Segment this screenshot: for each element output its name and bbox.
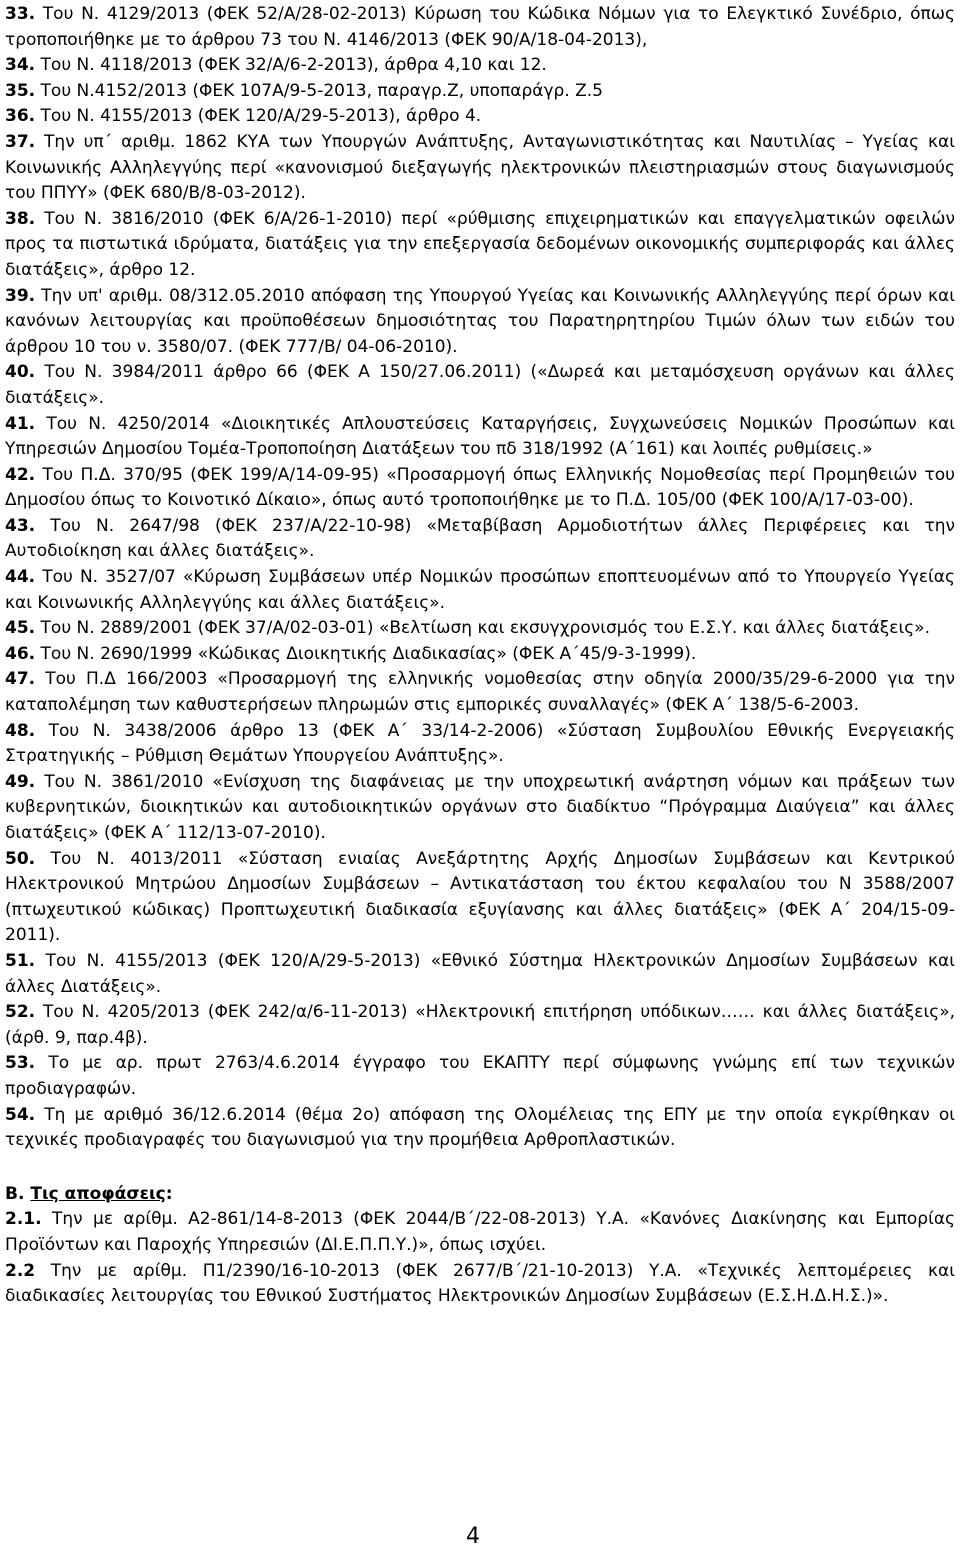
- item-text: Την υπ' αριθμ. 08/312.05.2010 απόφαση της Υπουργού Υγείας και Κοινωνικής Αλληλεγγύης περί όρων και κανόνων λειτουργίας και προϋποθέσεων δημοσιότητας του Παρατηρητηρίου Τιμών όλων των ειδών του άρθρου 10 του ν. 3580/07. (ΦΕΚ 777/Β/ 04-06-2010).: [5, 285, 955, 357]
- item-text: Του Ν. 3861/2010 «Ενίσχυση της διαφάνειας με την υποχρεωτική ανάρτηση νόμων και πράξεων των κυβερνητικών, διοικητικών και αυτοδιοικητικών οργάνων στο διαδίκτυο “Πρόγραμμα Διαύγεια” και άλλες διατάξεις» (ΦΕΚ Α΄ 112/13-07-2010).: [5, 771, 955, 843]
- item-text: Του Ν. 4155/2013 (ΦΕΚ 120/Α/29-5-2013) «Εθνικό Σύστημα Ηλεκτρονικών Δημοσίων Συμβάσεων και άλλες Διατάξεις».: [5, 950, 955, 997]
- item-number: 54.: [5, 1104, 36, 1125]
- item-text: Του Ν. 3438/2006 άρθρο 13 (ΦΕΚ Α΄ 33/14-2-2006) «Σύσταση Συμβουλίου Εθνικής Ενεργειακής Στρατηγικής – Ρύθμιση Θεμάτων Υπουργείου Ανάπτυξης».: [5, 720, 955, 767]
- item-number: 38.: [5, 208, 36, 229]
- item-text: Το με αρ. πρωτ 2763/4.6.2014 έγγραφο του ΕΚΑΠΤΥ περί σύμφωνης γνώμης επί των τεχνικών προδιαγραφών.: [5, 1053, 955, 1099]
- item-number: 36.: [5, 106, 36, 127]
- list-item: [5, 412, 955, 463]
- item-text: Την υπ΄ αριθμ. 1862 ΚΥΑ των Υπουργών Ανάπτυξης, Ανταγωνιστικότητας και Ναυτιλίας – Υγείας και Κοινωνικής Αλληλεγγύης περί «κανονισμού διεξαγωγής ηλεκτρονικών πλειστηριασμών στους διαγωνισμούς του ΠΠΥΥ» (ΦΕΚ 680/Β/8-03-2012).: [5, 131, 955, 204]
- item-text: Του Ν. 4250/2014 «Διοικητικές Απλουστεύσεις Καταργήσεις, Συγχωνεύσεις Νομικών Προσώπων και Υπηρεσιών Δημοσίου Τομέα-Τροποποίηση Διατάξεων του πδ 318/1992 (Α΄161) και λοιπές ρυθμίσεις.»: [5, 413, 955, 460]
- list-item: [5, 360, 955, 411]
- list-item: [5, 79, 955, 105]
- item-text: Του Ν. 2690/1999 «Κώδικας Διοικητικής Διαδικασίας» (ΦΕΚ Α΄45/9-3-1999).: [35, 643, 697, 664]
- list-item: [5, 514, 955, 565]
- item-number: 53.: [5, 1053, 36, 1074]
- document-body: [5, 2, 955, 1310]
- list-item: [5, 719, 955, 770]
- list-item: [5, 616, 955, 642]
- list-item: [5, 2, 955, 53]
- item-text: Τη με αριθμό 36/12.6.2014 (θέμα 2ο) απόφαση της Ολομέλειας της ΕΠΥ με την οποία εγκρίθηκαν οι τεχνικές προδιαγραφές του διαγωνισμού για την προμήθεια Αρθροπλαστικών.: [5, 1104, 955, 1151]
- item-number: 34.: [5, 55, 36, 76]
- list-item: [5, 130, 955, 207]
- item-text: Του Ν. 4118/2013 (ΦΕΚ 32/Α/6-2-2013), άρθρα 4,10 και 12.: [35, 55, 547, 76]
- list-item: [5, 642, 955, 668]
- decision-item: [5, 1259, 955, 1310]
- list-item: [5, 1000, 955, 1051]
- item-number: 49.: [5, 771, 36, 792]
- item-text: Του Ν. 3527/07 «Κύρωση Συμβάσεων υπέρ Νομικών προσώπων εποπτευομένων από το Υπουργείο Υγείας και Κοινωνικής Αλληλεγγύης και άλλες διατάξεις».: [5, 567, 955, 613]
- list-item: [5, 565, 955, 616]
- item-number: 39.: [5, 285, 36, 306]
- decision-item: [5, 1207, 955, 1258]
- section-title: Τις αποφάσεις: [30, 1183, 166, 1204]
- section-prefix: Β.: [5, 1183, 31, 1204]
- item-text: Του Ν. 2647/98 (ΦΕΚ 237/Α/22-10-98) «Μεταβίβαση Αρμοδιοτήτων άλλες Περιφέρειες και την Αυτοδιοίκηση και άλλες διατάξεις».: [5, 515, 955, 562]
- item-text: Του Ν. 4205/2013 (ΦΕΚ 242/α/6-11-2013) «Ηλεκτρονική επιτήρηση υπόδικων…… και άλλες διατάξεις», (άρθ. 9, παρ.4β).: [5, 1002, 955, 1048]
- list-item: [5, 207, 955, 284]
- item-number: 44.: [5, 567, 36, 588]
- list-item: [5, 463, 955, 514]
- item-number: 37.: [5, 131, 36, 152]
- item-number: 42.: [5, 464, 36, 485]
- list-item: [5, 847, 955, 949]
- item-number: 52.: [5, 1002, 36, 1023]
- item-text: Του Ν. 4155/2013 (ΦΕΚ 120/Α/29-5-2013), άρθρο 4.: [35, 106, 482, 127]
- list-item: [5, 949, 955, 1000]
- list-item: [5, 1103, 955, 1154]
- item-number: 33.: [5, 4, 36, 24]
- list-item: [5, 284, 955, 361]
- item-text: Του Ν.4152/2013 (ΦΕΚ 107Α/9-5-2013, παραγρ.Ζ, υποπαράγρ. Ζ.5: [35, 80, 603, 101]
- item-text: Του Ν. 4129/2013 (ΦΕΚ 52/Α/28-02-2013) Κύρωση του Κώδικα Νόμων για το Ελεγκτικό Συνέδριο, όπως τροποποιήθηκε με το άρθρου 73 του Ν. 4146/2013 (ΦΕΚ 90/Α/18-04-2013),: [5, 4, 955, 50]
- item-number: 2.2: [5, 1260, 36, 1281]
- section-heading: [5, 1182, 955, 1208]
- list-item: [5, 104, 955, 130]
- item-number: 50.: [5, 848, 36, 869]
- item-text: Του Ν. 4013/2011 «Σύσταση ενιαίας Ανεξάρτητης Αρχής Δημοσίων Συμβάσεων και Κεντρικού Ηλεκτρονικού Μητρώου Δημοσίων Συμβάσεων – Αντικατάσταση του έκτου κεφαλαίου του Ν 3588/2007 (πτωχευτικού κώδικας) Προπτωχευτική διαδικασία εξυγίανσης και άλλες διατάξεις» (ΦΕΚ Α΄ 204/15-09-2011).: [5, 848, 955, 946]
- item-text: Την με αρίθμ. Α2-861/14-8-2013 (ΦΕΚ 2044/Β΄/22-08-2013) Υ.Α. «Κανόνες Διακίνησης και Εμπορίας Προϊόντων και Παροχής Υπηρεσιών (ΔΙ.Ε.Π.Π.Υ.)», όπως ισχύει.: [5, 1209, 955, 1255]
- list-item: [5, 770, 955, 847]
- item-number: 48.: [5, 720, 36, 741]
- item-number: 41.: [5, 413, 36, 434]
- item-text: Του Ν. 3816/2010 (ΦΕΚ 6/Α/26-1-2010) περί «ρύθμισης επιχειρηματικών και επαγγελματικών οφειλών προς τα πιστωτικά ιδρύματα, διατάξεις για την επεξεργασία δεδομένων οικονομικής συμπεριφοράς και άλλες διατάξεις», άρθρο 12.: [5, 208, 955, 280]
- item-text: Του Ν. 2889/2001 (ΦΕΚ 37/Α/02-03-01) «Βελτίωση και εκσυγχρονισμός του Ε.Σ.Υ. και άλλες διατάξεις».: [35, 618, 930, 639]
- item-number: 51.: [5, 950, 36, 971]
- page-number: 4: [466, 1524, 480, 1549]
- item-number: 47.: [5, 669, 36, 690]
- section-suffix: :: [165, 1183, 173, 1204]
- item-number: 46.: [5, 643, 36, 664]
- item-text: Του Π.Δ. 370/95 (ΦΕΚ 199/Α/14-09-95) «Προσαρμογή όπως Ελληνικής Νομοθεσίας περί Προμηθειών του Δημοσίου όπως το Κοινοτικό Δίκαιο», όπως αυτό τροποποιήθηκε με το Π.Δ. 105/00 (ΦΕΚ 100/Α/17-03-00).: [5, 464, 955, 511]
- item-text: Την με αρίθμ. Π1/2390/16-10-2013 (ΦΕΚ 2677/Β΄/21-10-2013) Υ.Α. «Τεχνικές λεπτομέρειες και διαδικασίες λειτουργίας του Εθνικού Συστήματος Ηλεκτρονικών Δημοσίων Συμβάσεων (Ε.Σ.Η.Δ.Η.Σ.)».: [5, 1260, 955, 1307]
- item-text: Του Π.Δ 166/2003 «Προσαρμογή της ελληνικής νομοθεσίας στην οδηγία 2000/35/29-6-2000 για την καταπολέμηση των καθυστερήσεων πληρωμών στις εμπορικές συναλλαγές» (ΦΕΚ Α΄ 138/5-6-2003.: [5, 669, 955, 716]
- item-number: 45.: [5, 618, 36, 639]
- item-text: Του Ν. 3984/2011 άρθρο 66 (ΦΕΚ Α 150/27.06.2011) («Δωρεά και μεταμόσχευση οργάνων και άλλες διατάξεις».: [5, 362, 955, 408]
- item-number: 35.: [5, 80, 36, 101]
- item-number: 2.1.: [5, 1209, 42, 1230]
- item-number: 40.: [5, 362, 36, 383]
- list-item: [5, 1051, 955, 1102]
- list-item: [5, 53, 955, 79]
- list-item: [5, 667, 955, 718]
- item-number: 43.: [5, 515, 36, 536]
